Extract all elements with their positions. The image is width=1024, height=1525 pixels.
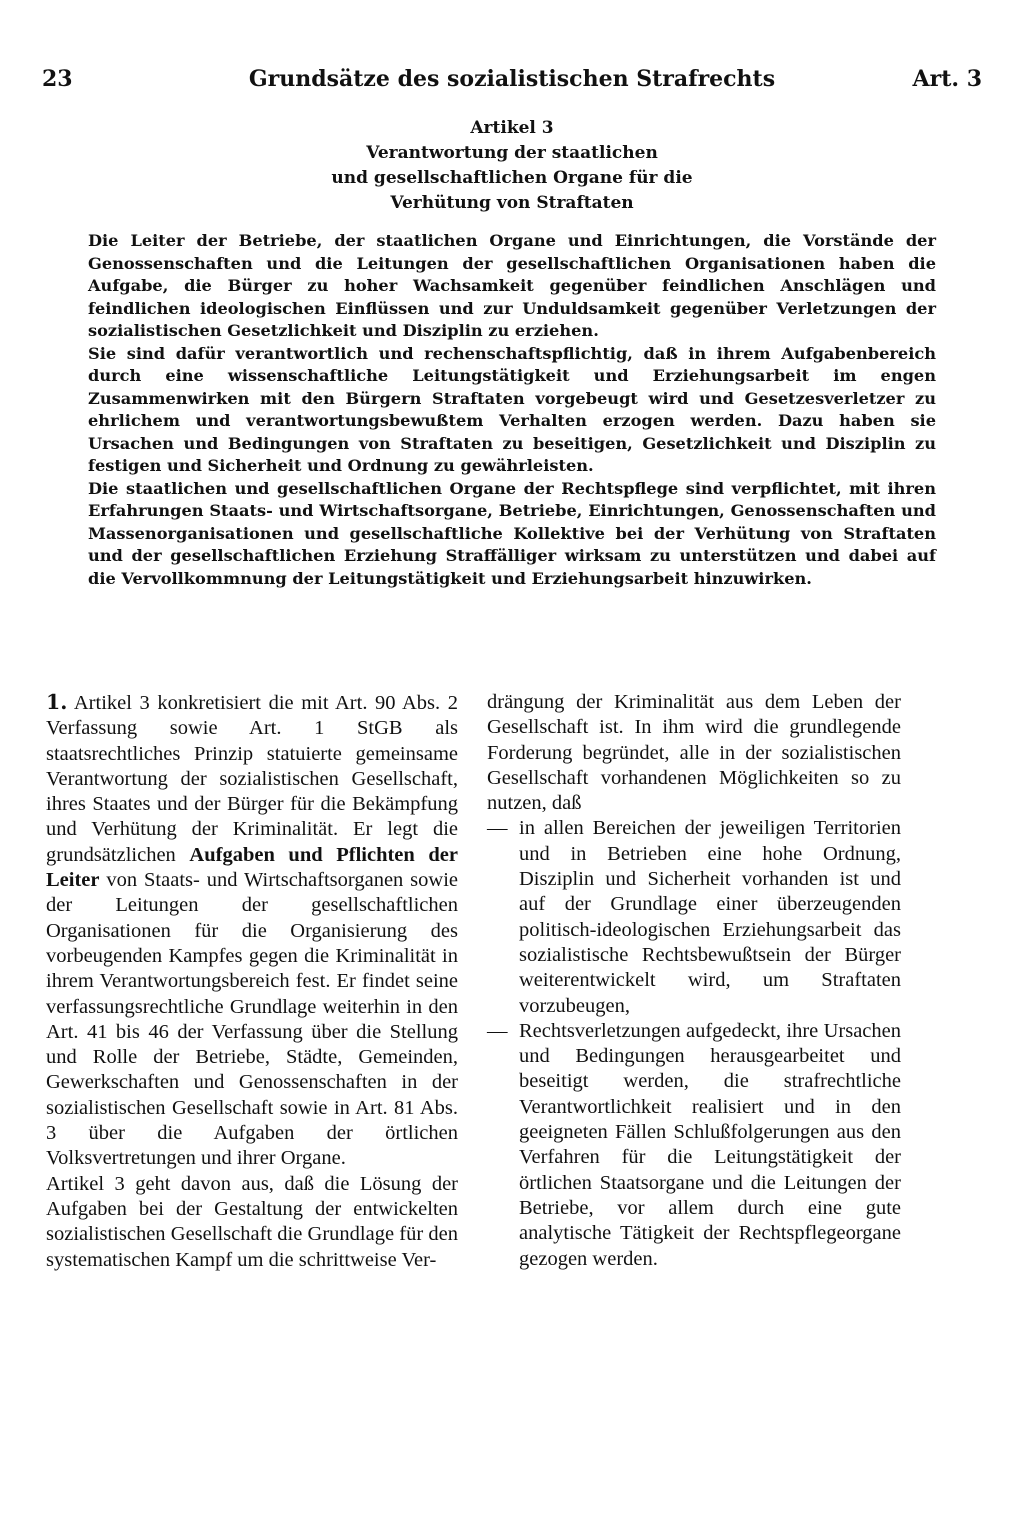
dash-marker: — [487, 817, 508, 840]
commentary-paragraph: Artikel 3 geht davon aus, daß die Lösung der Aufgaben bei der Gestaltung der entwickelten sozialistischen Gesellschaft die Grundlage für den systematischen Kampf um die schrittweise Ver- [46, 1172, 458, 1271]
article-title-line: Verhütung von Straftaten [390, 193, 634, 213]
dash-marker: — [487, 1019, 508, 1042]
commentary-left-column [46, 690, 458, 1273]
article-reference: Art. 3 [912, 66, 982, 92]
commentary-emphasis: Aufgaben und Pflichten der Leiter [46, 843, 459, 892]
statute-paragraph: Die staatlichen und gesellschaftlichen Organe der Rechtspflege sind verpflichtet, mit ihren Erfahrungen Staats- und Wirtschaftsorgane, Betriebe, Einrichtungen, Genossenschaften und Massenorganisationen und gesellschaftliche Kollektive bei der Verhütung von Straftaten und der gesellschaftlichen Erziehung Straffälliger wirksam zu unterstützen und dabei auf die Vervollkommnung der Leitungstätigkeit und Erziehungsarbeit hinzuwirken. [88, 478, 936, 588]
commentary-paragraph-continued: drängung der Kriminalität aus dem Leben der Gesellschaft ist. In ihm wird die grundlegende Forderung begründet, alle in der sozialistischen Gesellschaft vorhandenen Möglichkeiten so zu nutzen, daß [487, 691, 901, 815]
list-item-text: in allen Bereichen der jeweiligen Territorien und in Betrieben eine hohe Ordnung, Disziplin und Sicherheit vorhanden ist und auf der Grundlage einer überzeugenden politisch-ideologischen Erziehungsarbeit das sozialistische Rechtsbewußtsein der Bürger weiterentwickelt wird, um Straftaten vorzubeugen, [519, 817, 901, 1017]
running-header [42, 66, 982, 102]
commentary-text: Artikel 3 konkretisiert die mit Art. 90 Abs. 2 Verfassung sowie Art. 1 StGB als staatsrechtliches Prinzip statuierte gemeinsame Verantwortung der sozialistischen Gesellschaft, ihres Staates und der Bürger für die Bekämpfung und Verhütung der Kriminalität. Er legt die grundsätzlichen [46, 692, 459, 866]
running-title: Grundsätze des sozialistischen Strafrechts [248, 66, 776, 92]
commentary-paragraph [46, 690, 458, 1172]
page-number: 23 [42, 66, 73, 92]
item-number: 1. [46, 690, 68, 714]
commentary-right-column [487, 690, 901, 1272]
article-label: Artikel 3 [470, 118, 554, 138]
statute-paragraph: Sie sind dafür verantwortlich und rechenschaftspflichtig, daß in ihrem Aufgabenbereich durch eine wissenschaftliche Leitungstätigkeit und Erziehungsarbeit im engen Zusammenwirken mit den Bürgern Straftaten vorgebeugt wird und Gesetzesverletzer zu ehrlichem und verantwortungsbewußtem Verhalten erzogen werden. Dazu haben sie Ursachen und Bedingungen von Straftaten zu beseitigen, Gesetzlichkeit und Disziplin zu festigen und Sicherheit und Ordnung zu gewährleisten. [88, 343, 936, 475]
statute-paragraph: Die Leiter der Betriebe, der staatlichen Organe und Einrichtungen, die Vorstände der Genossenschaften und die Leitungen der gesellschaftlichen Organisationen haben die Aufgabe, die Bürger zu hoher Wachsamkeit gegenüber feindlichen Anschlägen und feindlichen ideologischen Einflüssen und zur Unduldsamkeit gegenüber Verletzungen der sozialistischen Gesetzlichkeit und Disziplin zu erziehen. [88, 231, 936, 340]
list-item-text: Rechtsverletzungen aufgedeckt, ihre Ursachen und Bedingungen herausgearbeitet und beseitigt werden, die strafrechtliche Verantwortlichkeit realisiert und in den geeigneten Fällen Schlußfolgerungen aus den Verfahren für die Leitungstätigkeit der örtlichen Staatsorgane und die Leitungen der Betriebe, vor allem durch eine gute analytische Tätigkeit der Rechtspflegeorgane gezogen werden. [519, 1019, 901, 1270]
list-item [487, 1019, 901, 1272]
article-heading [200, 116, 824, 216]
article-title-line: Verantwortung der staatlichen [366, 143, 658, 163]
dash-list [487, 816, 901, 1271]
statute-text [88, 230, 936, 590]
list-item [487, 816, 901, 1018]
commentary-text: von Staats- und Wirtschaftsorganen sowie der Leitungen der gesellschaftlichen Organisationen für die Organisierung des vorbeugenden Kampfes gegen die Kriminalität in ihrem Verantwortungsbereich fest. Er findet seine verfassungsrechtliche Grundlage weiterhin in den Art. 41 bis 46 der Verfassung über die Stellung und Rolle der Betriebe, Städte, Gemeinden, Gewerkschaften und Genossenschaften in der sozialistischen Gesellschaft sowie in Art. 81 Abs. 3 über die Aufgaben der örtlichen Volksvertretungen und ihrer Organe. [46, 869, 459, 1170]
article-title-line: und gesellschaftlichen Organe für die [331, 168, 693, 188]
